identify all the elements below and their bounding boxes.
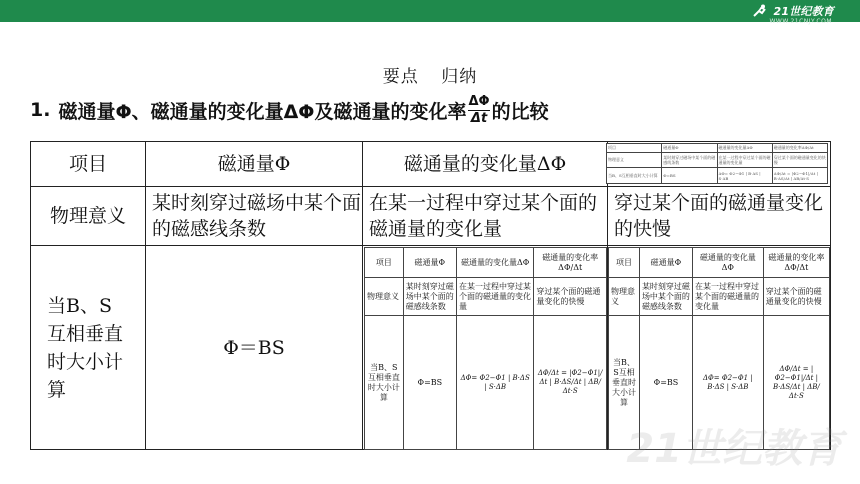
calc-label-text: 当B、S互相垂直时大小计算 bbox=[47, 294, 124, 401]
thumb-small-row bbox=[607, 152, 828, 168]
thumb-cell: 在某一过程中穿过某个面的磁通量的变化量 bbox=[456, 278, 533, 316]
thumb-cell: 当B、S互相垂直时大小计算 bbox=[609, 316, 640, 450]
thumb-cell: Φ=BS bbox=[403, 316, 456, 450]
thumb-header-row bbox=[609, 248, 830, 278]
table-row-meaning bbox=[31, 187, 831, 246]
brand-logo bbox=[751, 3, 834, 25]
thumb-cell: 磁通量Φ bbox=[639, 248, 692, 278]
header-change: 磁通量的变化量ΔΦ bbox=[363, 142, 608, 187]
fraction-denominator: Δt bbox=[470, 110, 488, 126]
thumb-small-cell: 磁通量的变化量ΔΦ bbox=[717, 144, 772, 153]
thumb-meaning-row bbox=[365, 278, 607, 316]
thumb-cell: 当B、S互相垂直时大小计算 bbox=[365, 316, 404, 450]
thumb-formula: ΔΦ/Δt = |Φ2−Φ1|/Δt | B·ΔS/Δt | ΔB/Δt·S bbox=[763, 316, 829, 450]
thumbnail-table-right bbox=[608, 247, 830, 450]
header-flux: 磁通量Φ bbox=[146, 142, 363, 187]
thumb-small-cell: 物理意义 bbox=[607, 152, 662, 168]
thumb-formula: ΔΦ= Φ2−Φ1 | B·ΔS | S·ΔB bbox=[692, 316, 763, 450]
calc-label bbox=[31, 246, 146, 450]
thumb-calc-row bbox=[609, 316, 830, 450]
thumb-small-cell: Φ=BS bbox=[662, 168, 717, 184]
thumb-small-cell: 某时刻穿过磁场中某个面的磁感线条数 bbox=[662, 152, 717, 168]
thumb-header-row bbox=[365, 248, 607, 278]
thumb-small-cell: ΔΦ= Φ2−Φ1 | B·ΔS | S·ΔB bbox=[717, 168, 772, 184]
thumb-cell: 某时刻穿过磁场中某个面的磁感线条数 bbox=[639, 278, 692, 316]
thumb-cell: 项目 bbox=[365, 248, 404, 278]
thumb-cell: Φ=BS bbox=[639, 316, 692, 450]
meaning-rate: 穿过某个面的磁通量变化的快慢 bbox=[608, 187, 831, 246]
header-thumbnail bbox=[606, 143, 828, 184]
comparison-title bbox=[30, 92, 549, 128]
meaning-label: 物理意义 bbox=[31, 187, 146, 246]
thumb-cell: 穿过某个面的磁通量变化的快慢 bbox=[763, 278, 829, 316]
logo-url: WWW.21CNJY.COM bbox=[769, 18, 832, 25]
meaning-change: 在某一过程中穿过某个面的磁通量的变化量 bbox=[363, 187, 608, 246]
thumb-cell: 磁通量的变化量ΔΦ bbox=[692, 248, 763, 278]
thumb-cell: 某时刻穿过磁场中某个面的磁感线条数 bbox=[403, 278, 456, 316]
thumb-meaning-row bbox=[609, 278, 830, 316]
thumb-cell: 磁通量Φ bbox=[403, 248, 456, 278]
rate-fraction bbox=[468, 95, 489, 126]
thumb-small-cell: ΔΦ/Δt = |Φ2−Φ1|/Δt | B·ΔS/Δt | ΔB/Δt·S bbox=[772, 168, 827, 184]
thumb-cell: 项目 bbox=[609, 248, 640, 278]
fraction-numerator: ΔΦ bbox=[468, 93, 490, 109]
thumb-calc-row bbox=[365, 316, 607, 450]
thumb-small-cell: 磁通量的变化率ΔΦ/Δt bbox=[772, 144, 827, 153]
thumb-small-cell: 穿过某个面的磁通量变化的快慢 bbox=[772, 152, 827, 168]
thumb-cell: 磁通量的变化量ΔΦ bbox=[456, 248, 533, 278]
heading-part2: 归纳 bbox=[441, 67, 478, 87]
thumb-cell: 物理意义 bbox=[609, 278, 640, 316]
thumb-small-cell: 当B、S互相垂直时大小计算 bbox=[607, 168, 662, 184]
table-thumbnail-left bbox=[364, 247, 607, 450]
thumb-formula: ΔΦ= Φ2−Φ1 | B·ΔS | S·ΔB bbox=[456, 316, 533, 450]
thumb-small-row bbox=[607, 144, 828, 153]
thumb-small-cell: 在某一过程中穿过某个面的磁通量的变化量 bbox=[717, 152, 772, 168]
table-thumbnail-right bbox=[608, 247, 830, 450]
thumb-cell: 在某一过程中穿过某个面的磁通量的变化量 bbox=[692, 278, 763, 316]
title-number: 1. bbox=[30, 99, 51, 121]
title-text-after: 的比较 bbox=[491, 100, 549, 123]
heading-part1: 要点 bbox=[382, 67, 419, 87]
thumb-small-cell: 磁通量Φ bbox=[662, 144, 717, 153]
thumb-small-cell: 项目 bbox=[607, 144, 662, 153]
thumb-cell: 磁通量的变化率ΔΦ/Δt bbox=[763, 248, 829, 278]
thumbnail-table-small bbox=[606, 143, 828, 184]
top-bar bbox=[0, 0, 860, 22]
thumb-cell: 穿过某个面的磁通量变化的快慢 bbox=[534, 278, 607, 316]
thumbnail-table-left bbox=[364, 247, 607, 450]
thumb-cell: 磁通量的变化率ΔΦ/Δt bbox=[534, 248, 607, 278]
thumb-small-row bbox=[607, 168, 828, 184]
meaning-flux: 某时刻穿过磁场中某个面的磁感线条数 bbox=[146, 187, 363, 246]
thumb-formula: ΔΦ/Δt = |Φ2−Φ1|/Δt | B·ΔS/Δt | ΔB/Δt·S bbox=[534, 316, 607, 450]
header-item: 项目 bbox=[31, 142, 146, 187]
thumb-cell: 物理意义 bbox=[365, 278, 404, 316]
section-heading bbox=[0, 62, 860, 87]
runner-icon bbox=[751, 4, 769, 18]
logo-text: 21世纪教育 bbox=[773, 5, 834, 18]
calc-flux: Φ＝BS bbox=[146, 246, 363, 450]
title-text-before: 磁通量Φ、磁通量的变化量ΔΦ及磁通量的变化率 bbox=[58, 100, 467, 123]
